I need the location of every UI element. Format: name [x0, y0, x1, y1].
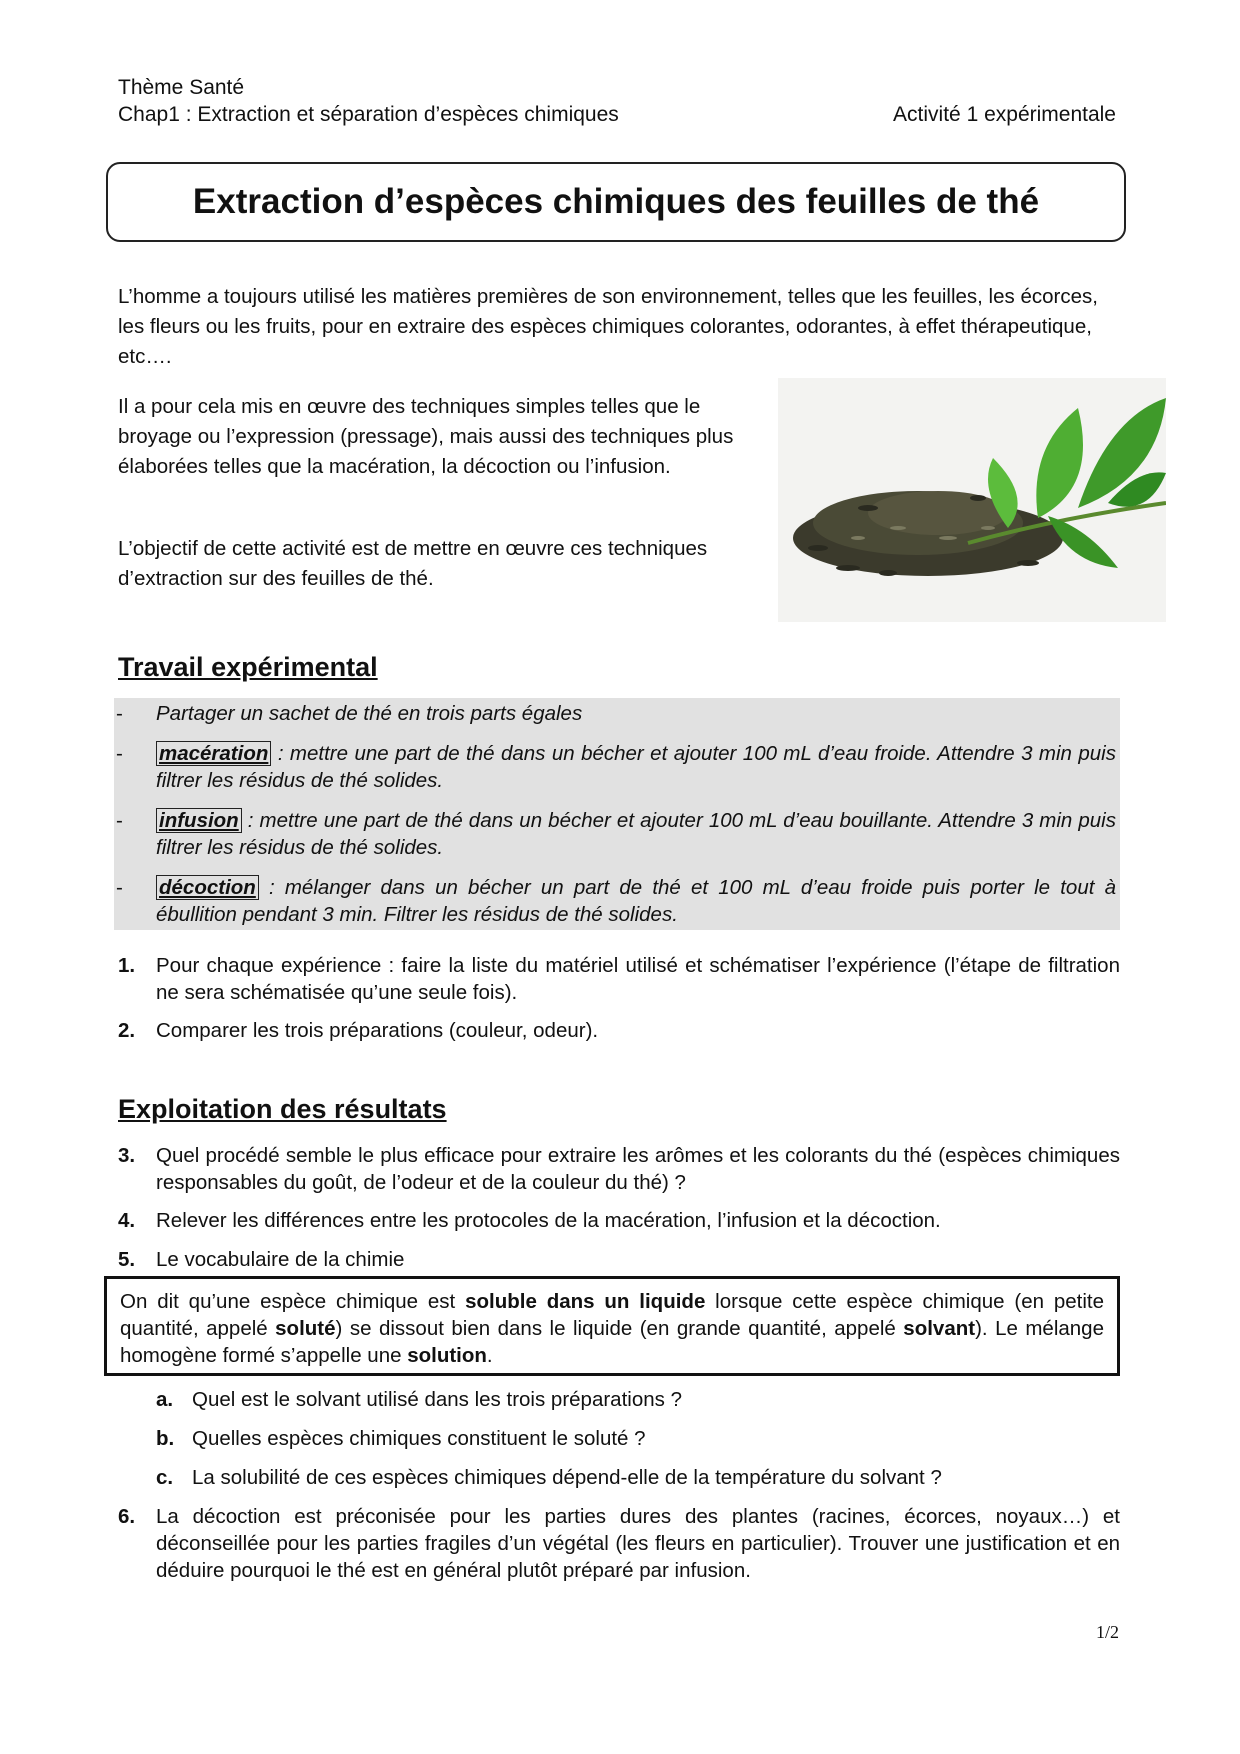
term-maceration: macération — [156, 741, 271, 766]
title-box — [106, 162, 1126, 242]
subquestion-text: Quel est le solvant utilisé dans les trois préparations ? — [192, 1388, 682, 1411]
term-soluble: soluble dans un liquide — [465, 1290, 706, 1313]
protocol-step — [114, 700, 1120, 727]
question-number: 5. — [118, 1248, 136, 1271]
header-chapter: Chap1 : Extraction et séparation d’espèces chimiques — [118, 103, 619, 126]
page-title: Extraction d’espèces chimiques des feuilles de thé — [192, 182, 1040, 221]
protocol-step-text: : mélanger dans un bécher un part de thé et 100 mL d’eau froide puis porter le tout à ébullition pendant 3 min. Filtrer les résidus de thé solides. — [156, 876, 1116, 926]
section-heading-exploitation: Exploitation des résultats — [118, 1094, 447, 1124]
protocol-step-maceration — [114, 740, 1120, 794]
header-activity: Activité 1 expérimentale — [893, 103, 1116, 126]
subquestion-letter: c. — [156, 1466, 174, 1489]
question-number: 2. — [118, 1019, 136, 1042]
question-text: Le vocabulaire de la chimie — [156, 1248, 405, 1271]
bullet-dash: - — [116, 809, 123, 832]
question-3 — [118, 1142, 1120, 1196]
question-text: La décoction est préconisée pour les parties dures des plantes (racines, écorces, noyaux…) et déconseillée pour les parties fragiles d’un végétal (les fleurs en particulier). Trouver une justification et en déduire pourquoi le thé est en général plutôt préparé par infusion. — [156, 1505, 1120, 1582]
question-number: 1. — [118, 954, 136, 977]
page-number: 1/2 — [1096, 1622, 1120, 1642]
question-number: 4. — [118, 1209, 136, 1232]
bullet-dash: - — [116, 742, 123, 765]
bullet-dash: - — [116, 876, 123, 899]
question-6 — [118, 1503, 1120, 1584]
question-number: 3. — [118, 1144, 136, 1167]
subquestion-text: Quelles espèces chimiques constituent le soluté ? — [192, 1427, 646, 1450]
question-5 — [118, 1246, 1120, 1273]
intro-paragraph-2: Il a pour cela mis en œuvre des techniques simples telles que le broyage ou l’expression (pressage), mais aussi des techniques plus élaborées telles que la macération, la décoction ou l’infusion. — [118, 395, 734, 478]
subquestion-text: La solubilité de ces espèces chimiques dépend-elle de la température du solvant ? — [192, 1466, 942, 1489]
question-1 — [118, 952, 1120, 1006]
question-text: Comparer les trois préparations (couleur, odeur). — [156, 1019, 599, 1042]
protocol-step-infusion — [114, 807, 1120, 861]
protocol-step-text: : mettre une part de thé dans un bécher et ajouter 100 mL d’eau froide. Attendre 3 min puis filtrer les résidus de thé solides. — [156, 742, 1116, 792]
subquestion-b — [156, 1425, 1120, 1452]
bullet-dash: - — [116, 702, 123, 725]
question-4 — [118, 1207, 1120, 1234]
definition-box: On dit qu’une espèce chimique est soluble dans un liquide lorsque cette espèce chimique (en petite quantité, appelé soluté) se dissout bien dans le liquide (en grande quantité, appelé solvant). Le mélange homogène formé s’appelle une solution. — [104, 1276, 1120, 1376]
term-solution: solution — [407, 1344, 487, 1367]
intro-paragraph-3: L’objectif de cette activité est de mettre en œuvre ces techniques d’extraction sur des feuilles de thé. — [118, 537, 708, 590]
header-theme: Thème Santé — [118, 76, 245, 99]
question-text: Quel procédé semble le plus efficace pour extraire les arômes et les colorants du thé (espèces chimiques responsables du goût, de l’odeur et de la couleur du thé) ? — [156, 1144, 1120, 1194]
question-text: Pour chaque expérience : faire la liste du matériel utilisé et schématiser l’expérience (l’étape de filtration ne sera schématisée qu’une seule fois). — [156, 954, 1120, 1004]
subquestion-letter: b. — [156, 1427, 175, 1450]
question-number: 6. — [118, 1505, 136, 1528]
term-decoction: décoction — [156, 875, 259, 900]
tea-leaves-photo — [778, 378, 1166, 622]
protocol-step-text: : mettre une part de thé dans un bécher et ajouter 100 mL d’eau bouillante. Attendre 3 min puis filtrer les résidus de thé solides. — [156, 809, 1116, 859]
term-solvant: solvant — [903, 1317, 976, 1340]
term-solute: soluté — [275, 1317, 336, 1340]
protocol-step-decoction — [114, 874, 1120, 928]
subquestion-c — [156, 1464, 1120, 1491]
subquestion-letter: a. — [156, 1388, 174, 1411]
subquestion-a — [156, 1386, 1120, 1413]
section-heading-travail: Travail expérimental — [118, 652, 378, 682]
question-2 — [118, 1017, 1120, 1044]
protocol-step-text: Partager un sachet de thé en trois parts égales — [156, 702, 583, 725]
term-infusion: infusion — [156, 808, 242, 833]
intro-paragraph-1: L’homme a toujours utilisé les matières premières de son environnement, telles que les feuilles, les écorces, les fleurs ou les fruits, pour en extraire des espèces chimiques colorantes, odorantes, à effet thérapeutique, etc…. — [118, 285, 1098, 368]
question-text: Relever les différences entre les protocoles de la macération, l’infusion et la décoction. — [156, 1209, 941, 1232]
